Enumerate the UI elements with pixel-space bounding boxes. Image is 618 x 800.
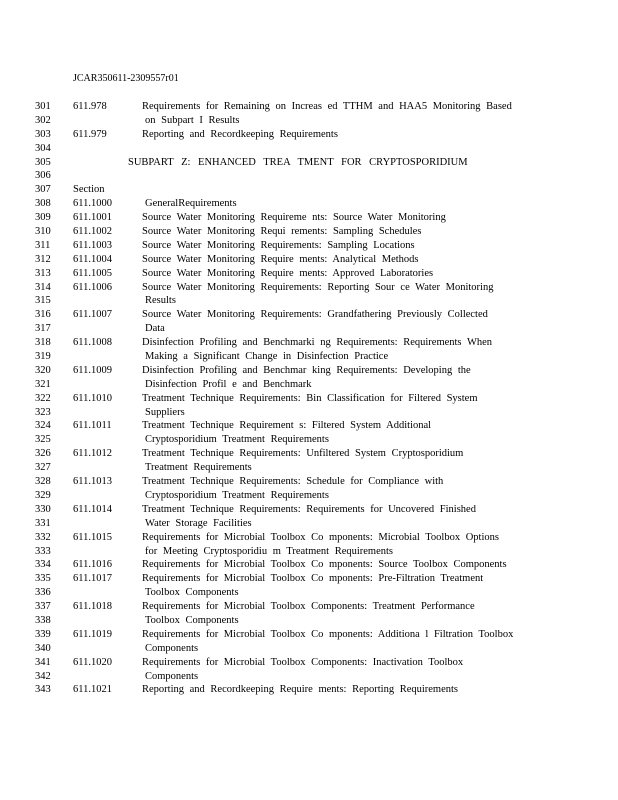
line-number: 321 [35,378,51,390]
document-line [0,419,618,433]
section-title-text: Toolbox Components [145,614,239,626]
section-number: 611.1020 [73,656,112,668]
document-line [0,239,618,253]
document-line [0,100,618,114]
section-title-text: Disinfection Profil e and Benchmark [145,378,312,390]
document-line [0,683,618,697]
section-title-text: Source Water Monitoring Requi rements: Sampling Schedules [142,226,422,238]
line-number: 317 [35,323,51,335]
section-title-text: Results [145,295,176,307]
section-number: 611.1007 [73,309,112,321]
document-line [0,558,618,572]
document-line [0,294,618,308]
document-line [0,447,618,461]
line-number: 309 [35,212,51,224]
section-number: 611.1014 [73,503,112,515]
section-title-text: Requirements for Microbial Toolbox Co mponents: Additiona l Filtration Toolbox [142,628,514,640]
document-line [0,350,618,364]
line-number: 301 [35,101,51,112]
section-title-text: Source Water Monitoring Requirements: Grandfathering Previously Collected [142,309,488,321]
subpart-heading: SUBPART Z: ENHANCED TREA TMENT FOR CRYPTOSPORIDIUM [128,156,468,168]
line-number: 306 [35,170,51,182]
section-title-text: Suppliers [145,406,185,418]
line-number: 319 [35,351,51,363]
section-title-text: Treatment Requirements [145,462,252,474]
line-number: 329 [35,489,51,501]
document-line [0,531,618,545]
line-numbered-body [0,100,618,697]
section-title-text: Treatment Technique Requirements: Requirements for Uncovered Finished [142,503,476,515]
section-title-text: Water Storage Facilities [145,517,252,529]
section-number: 611.1013 [73,476,112,488]
line-number: 308 [35,198,51,210]
document-line [0,642,618,656]
section-number: 611.1002 [73,226,112,238]
line-number: 330 [35,503,51,515]
document-line [0,336,618,350]
line-number: 337 [35,601,51,613]
line-number: 328 [35,476,51,488]
document-line [0,114,618,128]
section-title-text: Cryptosporidium Treatment Requirements [145,434,329,446]
line-number: 336 [35,587,51,599]
section-title-text: Requirements for Microbial Toolbox Components: Treatment Performance [142,601,475,613]
section-number: 611.1011 [73,420,112,432]
document-line [0,600,618,614]
section-number: 611.1008 [73,337,112,349]
line-number: 326 [35,448,51,460]
document-line [0,378,618,392]
section-number: 611.1016 [73,559,112,571]
section-number: 611.1019 [73,628,112,640]
section-title-text: Requirements for Microbial Toolbox Co mponents: Source Toolbox Components [142,559,507,571]
section-title-text: Source Water Monitoring Requirements: Reporting Sour ce Water Monitoring [142,281,494,293]
line-number: 331 [35,517,51,529]
line-number: 343 [35,684,51,696]
section-title-text: Components [145,670,199,682]
section-title-text: on Subpart I Results [145,114,240,126]
line-number: 303 [35,128,51,140]
document-line [0,128,618,142]
section-title-text: Requirements for Microbial Toolbox Co mponents: Pre-Filtration Treatment [142,573,484,585]
line-number: 311 [35,239,51,251]
line-number: 316 [35,309,51,321]
document-line [0,489,618,503]
line-number: 318 [35,337,51,349]
line-number: 307 [35,184,51,196]
section-number: 611.1021 [73,684,112,696]
section-title-text: Reporting and Recordkeeping Requirements [142,128,338,140]
section-title-text: Disinfection Profiling and Benchmar king Requirements: Developing the [142,364,471,376]
section-number: 611.1018 [73,601,112,613]
document-line [0,253,618,267]
document-line [0,267,618,281]
document-line [0,586,618,600]
line-number: 302 [35,114,51,126]
document-line [0,503,618,517]
section-number: 611.1005 [73,267,112,279]
document-line [0,614,618,628]
section-title-text: Treatment Technique Requirements: Bin Classification for Filtered System [142,392,478,404]
line-number: 304 [35,142,51,154]
section-number: 611.1015 [73,531,112,543]
section-number: 611.978 [73,101,107,112]
section-title-text: GeneralRequirements [145,198,237,210]
section-number: 611.1012 [73,448,112,460]
section-title-text: Requirements for Microbial Toolbox Co mponents: Microbial Toolbox Options [142,531,499,543]
section-title-text: Components [145,642,199,654]
section-title-text: Treatment Technique Requirements: Schedule for Compliance with [142,476,444,488]
line-number: 323 [35,406,51,418]
document-line [0,169,618,183]
document-line [0,475,618,489]
document-line [0,142,618,156]
section-number: 611.1017 [73,573,112,585]
document-line [0,392,618,406]
section-number: 611.1001 [73,212,112,224]
document-line [0,572,618,586]
document-line [0,211,618,225]
section-number: 611.1004 [73,253,112,265]
document-line [0,656,618,670]
document-line [0,183,618,197]
document-line [0,197,618,211]
line-number: 342 [35,670,51,682]
line-number: 339 [35,628,51,640]
line-number: 325 [35,434,51,446]
document-line [0,364,618,378]
section-title-text: Requirements for Microbial Toolbox Components: Inactivation Toolbox [142,656,464,668]
line-number: 334 [35,559,51,571]
section-title-text: Source Water Monitoring Require ments: Approved Laboratories [142,267,434,279]
line-number: 320 [35,364,51,376]
section-number: Section [73,184,105,196]
line-number: 340 [35,642,51,654]
section-number: 611.1010 [73,392,112,404]
document-line [0,156,618,170]
section-title-text: Disinfection Profiling and Benchmarki ng Requirements: Requirements When [142,337,493,349]
line-number: 313 [35,267,51,279]
section-title-text: Making a Significant Change in Disinfection Practice [145,351,389,363]
document-line [0,628,618,642]
section-number: 611.1003 [73,239,112,251]
line-number: 322 [35,392,51,404]
section-title-text: Source Water Monitoring Requireme nts: Source Water Monitoring [142,212,446,224]
line-number: 338 [35,614,51,626]
document-line [0,433,618,447]
section-title-text: Treatment Technique Requirements: Unfiltered System Cryptosporidium [142,448,464,460]
line-number: 305 [35,156,51,168]
section-number: 611.1006 [73,281,112,293]
section-number: 611.1000 [73,198,112,210]
document-line [0,406,618,420]
document-line [0,545,618,559]
section-number: 611.979 [73,128,107,140]
document-header-id: JCAR350611-2309557r01 [73,73,179,84]
line-number: 314 [35,281,51,293]
document-line [0,281,618,295]
document-line [0,461,618,475]
line-number: 315 [35,295,51,307]
section-title-text: Toolbox Components [145,587,239,599]
section-title-text: Reporting and Recordkeeping Require ments: Reporting Requirements [142,684,459,696]
line-number: 312 [35,253,51,265]
line-number: 324 [35,420,51,432]
document-line [0,225,618,239]
section-title-text: Requirements for Remaining on Increas ed TTHM and HAA5 Monitoring Based [142,101,512,112]
document-line [0,308,618,322]
line-number: 327 [35,462,51,474]
line-number: 310 [35,226,51,238]
document-line [0,517,618,531]
section-title-text: Data [145,323,165,335]
section-number: 611.1009 [73,364,112,376]
section-title-text: Cryptosporidium Treatment Requirements [145,489,329,501]
section-title-text: for Meeting Cryptosporidiu m Treatment Requirements [145,545,394,557]
line-number: 341 [35,656,51,668]
line-number: 332 [35,531,51,543]
line-number: 333 [35,545,51,557]
document-line [0,670,618,684]
line-number: 335 [35,573,51,585]
section-title-text: Source Water Monitoring Requirements: Sampling Locations [142,239,415,251]
document-line [0,322,618,336]
section-title-text: Treatment Technique Requirement s: Filtered System Additional [142,420,432,432]
section-title-text: Source Water Monitoring Require ments: Analytical Methods [142,253,419,265]
